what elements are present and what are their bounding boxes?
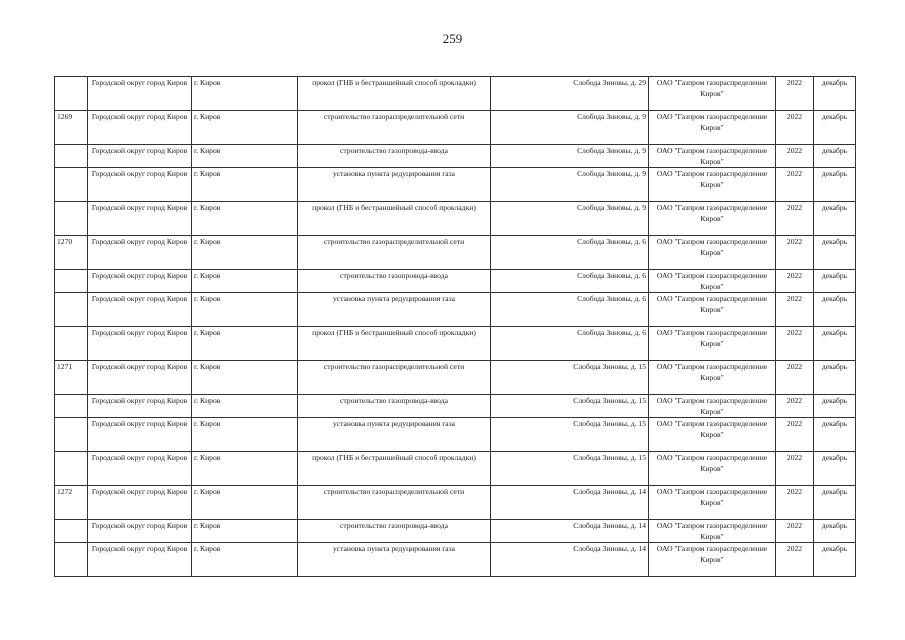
row-number: 1271	[55, 361, 88, 395]
year-cell: 2022	[776, 77, 814, 111]
organization-cell: ОАО "Газпром газораспределение Киров"	[649, 418, 776, 452]
locality-cell: г. Киров	[192, 361, 298, 395]
work-type-cell: строительство газораспределительной сети	[298, 111, 491, 145]
municipality-cell: Городской округ город Киров	[88, 111, 192, 145]
municipality-cell: Городской округ город Киров	[88, 418, 192, 452]
municipality-cell: Городской округ город Киров	[88, 327, 192, 361]
address-cell: Слобода Зиновы, д. 14	[491, 486, 649, 520]
locality-cell: г. Киров	[192, 293, 298, 327]
month-cell: декабрь	[814, 452, 856, 486]
organization-cell: ОАО "Газпром газораспределение Киров"	[649, 236, 776, 270]
locality-cell: г. Киров	[192, 452, 298, 486]
locality-cell: г. Киров	[192, 145, 298, 168]
year-cell: 2022	[776, 293, 814, 327]
locality-cell: г. Киров	[192, 77, 298, 111]
organization-cell: ОАО "Газпром газораспределение Киров"	[649, 486, 776, 520]
organization-cell: ОАО "Газпром газораспределение Киров"	[649, 452, 776, 486]
organization-cell: ОАО "Газпром газораспределение Киров"	[649, 145, 776, 168]
municipality-cell: Городской округ город Киров	[88, 293, 192, 327]
row-number	[55, 270, 88, 293]
row-number	[55, 293, 88, 327]
municipality-cell: Городской округ город Киров	[88, 236, 192, 270]
municipality-cell: Городской округ город Киров	[88, 145, 192, 168]
year-cell: 2022	[776, 361, 814, 395]
month-cell: декабрь	[814, 486, 856, 520]
address-cell: Слобода Зиновы, д. 9	[491, 145, 649, 168]
year-cell: 2022	[776, 486, 814, 520]
month-cell: декабрь	[814, 293, 856, 327]
row-number	[55, 520, 88, 543]
work-type-cell: прокол (ГНБ и бестраншейный способ прокладки)	[298, 452, 491, 486]
municipality-cell: Городской округ город Киров	[88, 202, 192, 236]
table-row	[55, 77, 856, 111]
year-cell: 2022	[776, 327, 814, 361]
work-type-cell: установка пункта редуцирования газа	[298, 418, 491, 452]
address-cell: Слобода Зиновы, д. 9	[491, 111, 649, 145]
table-row	[55, 361, 856, 395]
locality-cell: г. Киров	[192, 236, 298, 270]
table-row	[55, 543, 856, 577]
municipality-cell: Городской округ город Киров	[88, 520, 192, 543]
row-number: 1270	[55, 236, 88, 270]
locality-cell: г. Киров	[192, 486, 298, 520]
municipality-cell: Городской округ город Киров	[88, 270, 192, 293]
row-number	[55, 452, 88, 486]
locality-cell: г. Киров	[192, 543, 298, 577]
address-cell: Слобода Зиновы, д. 15	[491, 452, 649, 486]
year-cell: 2022	[776, 395, 814, 418]
table-row	[55, 236, 856, 270]
locality-cell: г. Киров	[192, 111, 298, 145]
municipality-cell: Городской округ город Киров	[88, 361, 192, 395]
page-number: 259	[442, 31, 463, 46]
table-row	[55, 270, 856, 293]
organization-cell: ОАО "Газпром газораспределение Киров"	[649, 202, 776, 236]
address-cell: Слобода Зиновы, д. 6	[491, 293, 649, 327]
municipality-cell: Городской округ город Киров	[88, 395, 192, 418]
month-cell: декабрь	[814, 361, 856, 395]
month-cell: декабрь	[814, 202, 856, 236]
table-row	[55, 486, 856, 520]
locality-cell: г. Киров	[192, 270, 298, 293]
address-cell: Слобода Зиновы, д. 9	[491, 168, 649, 202]
organization-cell: ОАО "Газпром газораспределение Киров"	[649, 543, 776, 577]
year-cell: 2022	[776, 418, 814, 452]
table-row	[55, 111, 856, 145]
work-type-cell: прокол (ГНБ и бестраншейный способ прокладки)	[298, 202, 491, 236]
row-number	[55, 168, 88, 202]
month-cell: декабрь	[814, 418, 856, 452]
work-type-cell: строительство газопровода-ввода	[298, 145, 491, 168]
address-cell: Слобода Зиновы, д. 14	[491, 520, 649, 543]
month-cell: декабрь	[814, 168, 856, 202]
row-number	[55, 145, 88, 168]
row-number: 1272	[55, 486, 88, 520]
row-number: 1269	[55, 111, 88, 145]
table-row	[55, 395, 856, 418]
address-cell: Слобода Зиновы, д. 9	[491, 202, 649, 236]
organization-cell: ОАО "Газпром газораспределение Киров"	[649, 361, 776, 395]
organization-cell: ОАО "Газпром газораспределение Киров"	[649, 395, 776, 418]
table-row	[55, 145, 856, 168]
address-cell: Слобода Зиновы, д. 6	[491, 327, 649, 361]
year-cell: 2022	[776, 111, 814, 145]
table-row	[55, 418, 856, 452]
locality-cell: г. Киров	[192, 168, 298, 202]
year-cell: 2022	[776, 168, 814, 202]
table-row	[55, 293, 856, 327]
table-row	[55, 327, 856, 361]
row-number	[55, 327, 88, 361]
organization-cell: ОАО "Газпром газораспределение Киров"	[649, 77, 776, 111]
locality-cell: г. Киров	[192, 327, 298, 361]
row-number	[55, 77, 88, 111]
work-type-cell: строительство газораспределительной сети	[298, 236, 491, 270]
work-type-cell: установка пункта редуцирования газа	[298, 168, 491, 202]
table-row	[55, 520, 856, 543]
work-type-cell: прокол (ГНБ и бестраншейный способ прокладки)	[298, 327, 491, 361]
row-number	[55, 418, 88, 452]
work-type-cell: строительство газопровода-ввода	[298, 270, 491, 293]
gas-works-table	[54, 76, 856, 577]
address-cell: Слобода Зиновы, д. 14	[491, 543, 649, 577]
organization-cell: ОАО "Газпром газораспределение Киров"	[649, 520, 776, 543]
address-cell: Слобода Зиновы, д. 15	[491, 361, 649, 395]
table-row	[55, 452, 856, 486]
table-row	[55, 202, 856, 236]
work-type-cell: строительство газопровода-ввода	[298, 395, 491, 418]
municipality-cell: Городской округ город Киров	[88, 543, 192, 577]
work-type-cell: строительство газораспределительной сети	[298, 361, 491, 395]
organization-cell: ОАО "Газпром газораспределение Киров"	[649, 111, 776, 145]
year-cell: 2022	[776, 543, 814, 577]
locality-cell: г. Киров	[192, 395, 298, 418]
locality-cell: г. Киров	[192, 520, 298, 543]
month-cell: декабрь	[814, 236, 856, 270]
month-cell: декабрь	[814, 520, 856, 543]
month-cell: декабрь	[814, 327, 856, 361]
work-type-cell: установка пункта редуцирования газа	[298, 543, 491, 577]
year-cell: 2022	[776, 452, 814, 486]
month-cell: декабрь	[814, 395, 856, 418]
address-cell: Слобода Зиновы, д. 6	[491, 270, 649, 293]
month-cell: декабрь	[814, 111, 856, 145]
address-cell: Слобода Зиновы, д. 29	[491, 77, 649, 111]
year-cell: 2022	[776, 520, 814, 543]
address-cell: Слобода Зиновы, д. 6	[491, 236, 649, 270]
work-type-cell: строительство газопровода-ввода	[298, 520, 491, 543]
row-number	[55, 543, 88, 577]
organization-cell: ОАО "Газпром газораспределение Киров"	[649, 168, 776, 202]
work-type-cell: строительство газораспределительной сети	[298, 486, 491, 520]
address-cell: Слобода Зиновы, д. 15	[491, 418, 649, 452]
organization-cell: ОАО "Газпром газораспределение Киров"	[649, 327, 776, 361]
municipality-cell: Городской округ город Киров	[88, 452, 192, 486]
year-cell: 2022	[776, 145, 814, 168]
year-cell: 2022	[776, 270, 814, 293]
municipality-cell: Городской округ город Киров	[88, 486, 192, 520]
year-cell: 2022	[776, 202, 814, 236]
month-cell: декабрь	[814, 270, 856, 293]
month-cell: декабрь	[814, 543, 856, 577]
work-type-cell: установка пункта редуцирования газа	[298, 293, 491, 327]
address-cell: Слобода Зиновы, д. 15	[491, 395, 649, 418]
organization-cell: ОАО "Газпром газораспределение Киров"	[649, 293, 776, 327]
organization-cell: ОАО "Газпром газораспределение Киров"	[649, 270, 776, 293]
table-row	[55, 168, 856, 202]
year-cell: 2022	[776, 236, 814, 270]
month-cell: декабрь	[814, 145, 856, 168]
table-body	[55, 77, 856, 577]
work-type-cell: прокол (ГНБ и бестраншейный способ прокладки)	[298, 77, 491, 111]
locality-cell: г. Киров	[192, 418, 298, 452]
month-cell: декабрь	[814, 77, 856, 111]
municipality-cell: Городской округ город Киров	[88, 77, 192, 111]
row-number	[55, 395, 88, 418]
row-number	[55, 202, 88, 236]
locality-cell: г. Киров	[192, 202, 298, 236]
municipality-cell: Городской округ город Киров	[88, 168, 192, 202]
